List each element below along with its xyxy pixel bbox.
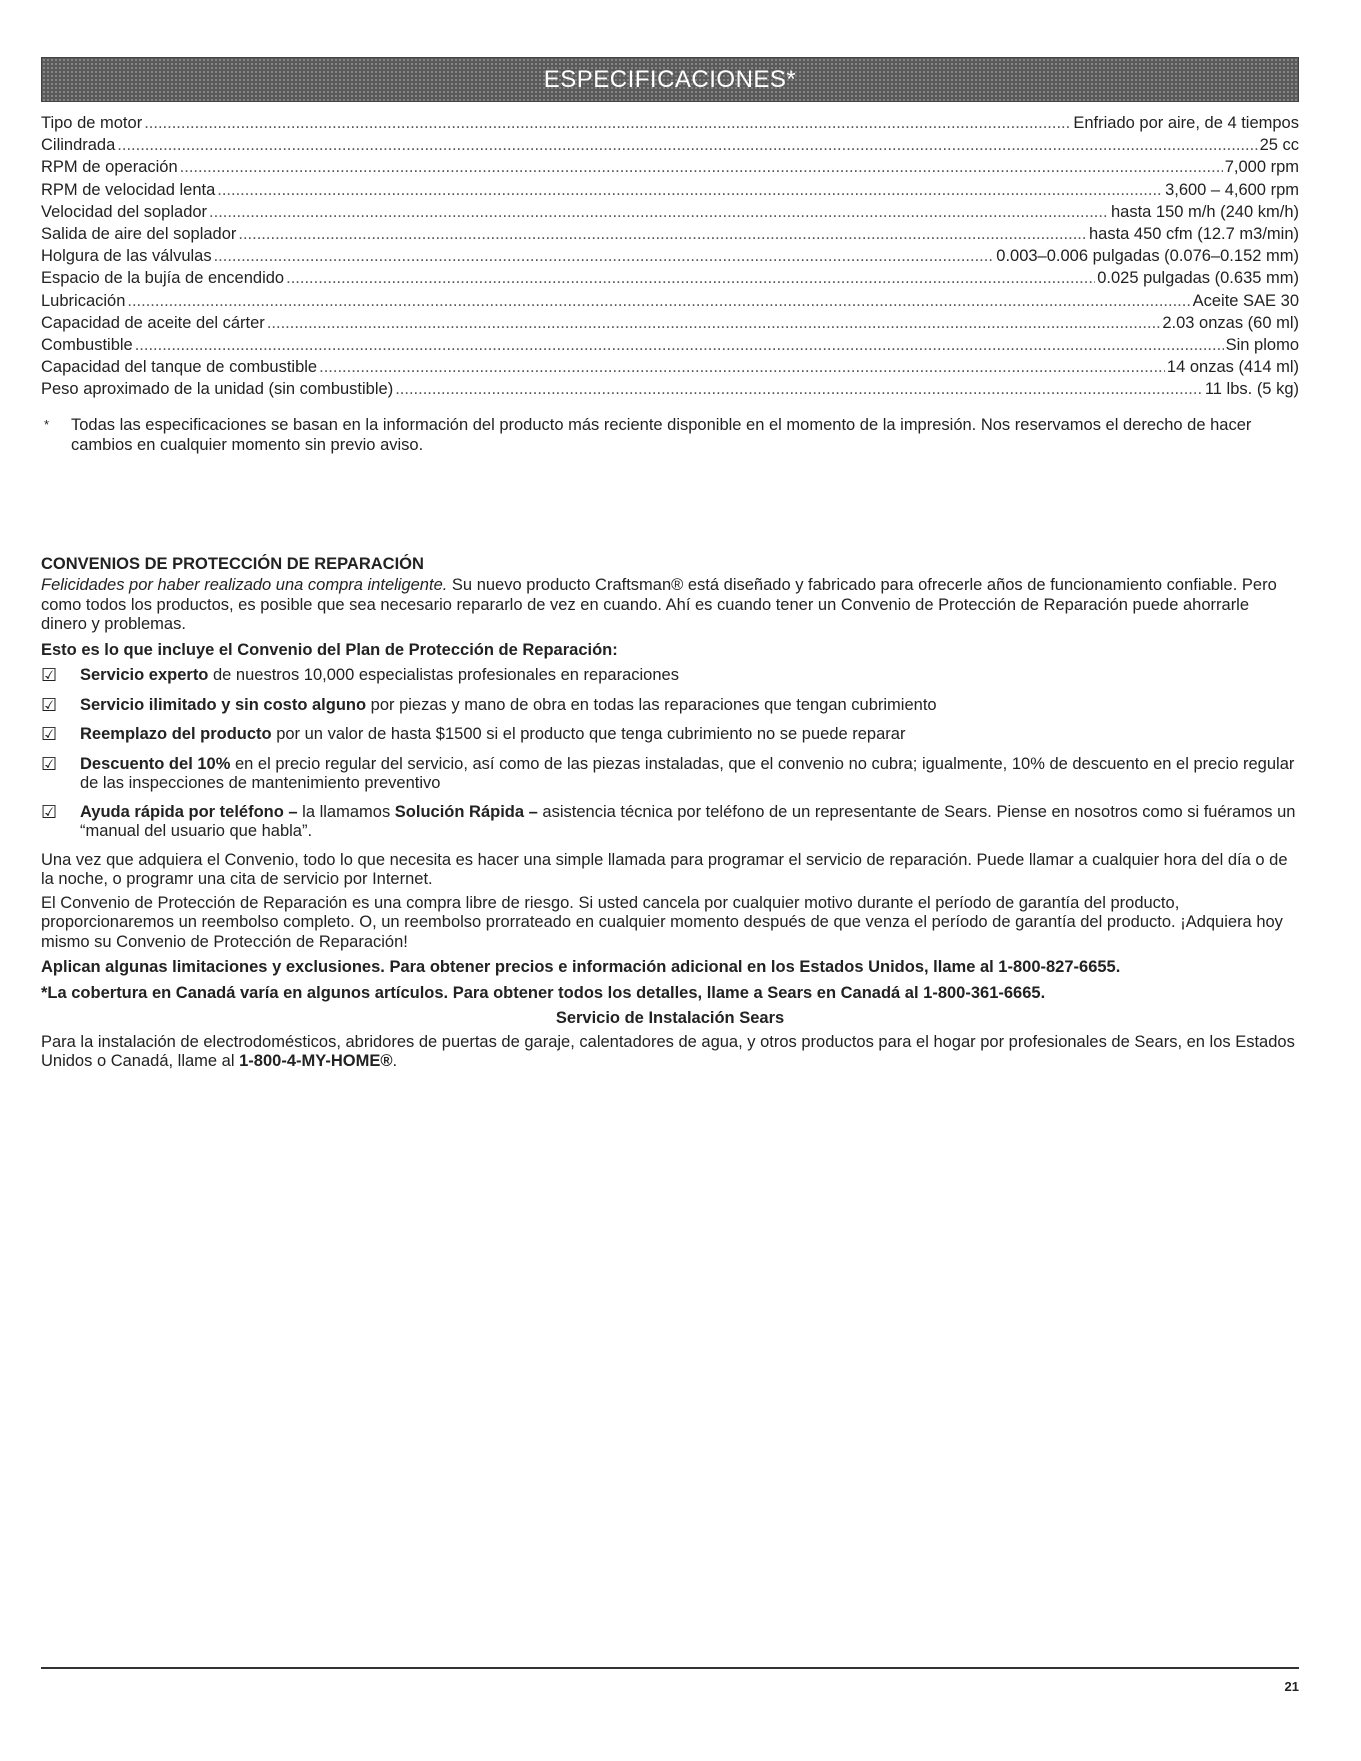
- spec-label: Cilindrada: [41, 136, 116, 155]
- leader-dots: [238, 223, 1087, 245]
- list-item: [41, 803, 1299, 842]
- spec-row: [41, 223, 1299, 245]
- list-item-text: Ayuda rápida por teléfono – la llamamos Solución Rápida – asistencia técnica por teléfono de un representante de Sears. Piense en nosotros como si fuéramos un “manual del usuario que habla”.: [80, 802, 1296, 841]
- intro-paragraph: [41, 576, 1299, 635]
- checkbox-icon: ☑: [41, 694, 58, 715]
- spec-value: 14 onzas (414 ml): [1166, 358, 1299, 377]
- spec-value: 11 lbs. (5 kg): [1204, 380, 1299, 399]
- specifications-list: [41, 112, 1299, 401]
- specifications-footnote: [41, 415, 1299, 455]
- intro-italic: Felicidades por haber realizado una compra inteligente.: [41, 576, 448, 595]
- spec-row: [41, 112, 1299, 134]
- spec-value: 0.003–0.006 pulgadas (0.076–0.152 mm): [996, 247, 1299, 266]
- leader-dots: [209, 201, 1109, 223]
- spec-label: Peso aproximado de la unidad (sin combustible): [41, 380, 394, 399]
- spec-value: hasta 450 cfm (12.7 m3/min): [1088, 225, 1299, 244]
- spec-label: Holgura de las válvulas: [41, 247, 212, 266]
- spec-label: Salida de aire del soplador: [41, 225, 237, 244]
- spec-row: [41, 267, 1299, 289]
- spec-value: Sin plomo: [1225, 336, 1299, 355]
- list-item-text: Servicio ilimitado y sin costo alguno por piezas y mano de obra en todas las reparaciones que tengan cubrimiento: [80, 695, 937, 714]
- spec-row: [41, 134, 1299, 156]
- spec-value: Enfriado por aire, de 4 tiempos: [1073, 114, 1299, 132]
- list-item-text: Reemplazo del producto por un valor de hasta $1500 si el producto que tenga cubrimiento no se puede reparar: [80, 725, 906, 744]
- spec-row: [41, 378, 1299, 400]
- spec-value: 3,600 – 4,600 rpm: [1165, 180, 1299, 199]
- leader-dots: [144, 112, 1071, 134]
- footnote-text: Todas las especificaciones se basan en la información del producto más reciente disponible en el momento de la impresión. Nos reservamos el derecho de hacer cambios en cualquier momento sin previo aviso.: [71, 415, 1252, 454]
- spec-value: 2.03 onzas (60 ml): [1162, 313, 1299, 332]
- leader-dots: [214, 245, 995, 267]
- spec-label: Velocidad del soplador: [41, 202, 208, 221]
- leader-dots: [395, 378, 1203, 400]
- benefits-list: [41, 666, 1299, 842]
- leader-dots: [127, 290, 1190, 312]
- spec-value: 0.025 pulgadas (0.635 mm): [1097, 269, 1299, 288]
- list-item-text: Descuento del 10% en el precio regular del servicio, así como de las piezas instaladas, que el convenio no cubra; igualmente, 10% de descuento en el precio regular de las inspecciones de mantenimiento preventivo: [80, 754, 1295, 793]
- spec-label: Tipo de motor: [41, 114, 143, 132]
- paragraph: El Convenio de Protección de Reparación es una compra libre de riesgo. Si usted cancela por cualquier motivo durante el período de garantía del producto, proporcionaremos un reembolso completo. O, un reembolso prorrateado en cualquier momento después de que venza el período de garantía del producto. ¡Adquiera hoy mismo su Convenio de Protección de Reparación!: [41, 893, 1283, 951]
- paragraph: Una vez que adquiera el Convenio, todo lo que necesita es hacer una simple llamada para programar el servicio de reparación. Puede llamar a cualquier hora del día o de la noche, o programr una cita de servicio por Internet.: [41, 850, 1288, 889]
- footer-rule: [41, 1667, 1299, 1669]
- checkbox-icon: ☑: [41, 665, 58, 686]
- spec-label: Capacidad del tanque de combustible: [41, 358, 318, 377]
- list-item-text: Servicio experto de nuestros 10,000 especialistas profesionales en reparaciones: [80, 666, 679, 685]
- leader-dots: [180, 156, 1223, 178]
- spec-row: [41, 245, 1299, 267]
- spec-row: [41, 290, 1299, 312]
- limitations-note: Aplican algunas limitaciones y exclusiones. Para obtener precios e información adicional en los Estados Unidos, llame al 1-800-827-6655.: [41, 958, 1121, 977]
- intro-text: Su nuevo producto Craftsman® está diseñado y fabricado para ofrecerle años de funcionamiento confiable. Pero como todos los productos, es posible que sea necesario repararlo de vez en cuando. Ahí es cuando tener un Convenio de Protección de Reparación puede ahorrarle dinero y problemas.: [41, 576, 1277, 634]
- leader-dots: [319, 356, 1165, 378]
- leader-dots: [267, 312, 1161, 334]
- spec-label: Combustible: [41, 336, 133, 355]
- list-item: [41, 755, 1299, 794]
- leader-dots: [135, 334, 1224, 356]
- spec-label: Espacio de la bujía de encendido: [41, 269, 285, 288]
- spec-label: Capacidad de aceite del cárter: [41, 313, 265, 332]
- spec-label: RPM de velocidad lenta: [41, 180, 216, 199]
- spec-row: [41, 334, 1299, 356]
- list-item: [41, 666, 1299, 687]
- page-number: 21: [1284, 1679, 1299, 1694]
- installation-heading: Servicio de Instalación Sears: [555, 1009, 785, 1028]
- list-item: [41, 696, 1299, 717]
- spec-row: [41, 312, 1299, 334]
- spec-value: hasta 150 m/h (240 km/h): [1110, 202, 1299, 221]
- installation-phone: 1-800-4-MY-HOME®: [239, 1052, 393, 1071]
- canada-note: *La cobertura en Canadá varía en algunos artículos. Para obtener todos los detalles, llame a Sears en Canadá al 1-800-361-6665.: [41, 983, 1046, 1002]
- includes-heading: Esto es lo que incluye el Convenio del Plan de Protección de Reparación:: [41, 640, 618, 659]
- specifications-banner: [41, 57, 1299, 102]
- leader-dots: [117, 134, 1257, 156]
- spec-label: Lubricación: [41, 291, 126, 310]
- checkbox-icon: ☑: [41, 801, 58, 822]
- spec-row: [41, 201, 1299, 223]
- repair-protection-section: [41, 555, 1299, 1072]
- spec-row: [41, 356, 1299, 378]
- installation-paragraph: Para la instalación de electrodomésticos, abridores de puertas de garaje, calentadores de agua, y otros productos para el hogar por profesionales de Sears, en los Estados Unidos o Canadá, llame al 1-800-4-MY-HOME®.: [41, 1032, 1295, 1071]
- footnote-asterisk: *: [44, 416, 50, 432]
- checkbox-icon: ☑: [41, 724, 58, 745]
- spec-row: [41, 179, 1299, 201]
- spec-value: Aceite SAE 30: [1192, 291, 1299, 310]
- leader-dots: [217, 179, 1163, 201]
- spec-value: 7,000 rpm: [1224, 158, 1299, 177]
- leader-dots: [286, 267, 1095, 289]
- spec-label: RPM de operación: [41, 158, 178, 177]
- checkbox-icon: ☑: [41, 753, 58, 774]
- section-heading: CONVENIOS DE PROTECCIÓN DE REPARACIÓN: [41, 554, 424, 573]
- spec-value: 25 cc: [1259, 136, 1299, 155]
- list-item: [41, 725, 1299, 746]
- manual-page: [41, 57, 1299, 1072]
- spec-row: [41, 156, 1299, 178]
- banner-title: ESPECIFICACIONES*: [543, 65, 797, 93]
